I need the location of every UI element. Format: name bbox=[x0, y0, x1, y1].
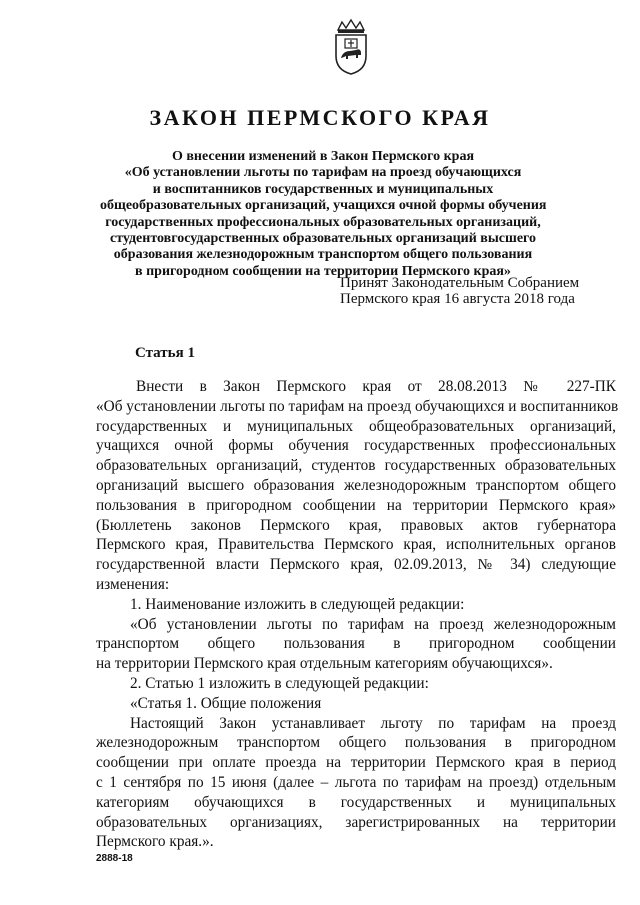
subtitle-line: образования железнодорожным транспортом общего пользования bbox=[113, 247, 533, 263]
body-line: образовательных организациях, зарегистрированных на территории bbox=[96, 813, 616, 831]
law-title: ЗАКОН ПЕРМСКОГО КРАЯ bbox=[149, 105, 491, 130]
adoption-note bbox=[340, 275, 600, 307]
subtitle-line: студентовгосударственных образовательных организаций высшего bbox=[109, 231, 537, 247]
subtitle-line: и воспитанников государственных и муниципальных bbox=[152, 181, 494, 197]
body-line: государственных и муниципальных общеобразовательных организаций, bbox=[96, 417, 616, 435]
body-line: «Статья 1. Общие положения bbox=[130, 694, 322, 712]
body-line: 2. Статью 1 изложить в следующей редакции: bbox=[130, 674, 429, 692]
body-line: с 1 сентября по 15 июня (далее – льгота по тарифам на проезд) отдельным bbox=[96, 773, 616, 791]
subtitle-line: общеобразовательных организаций, учащихся очной формы обучения bbox=[100, 198, 547, 214]
body-line: Пермского края.». bbox=[96, 833, 214, 851]
subtitle-line: в пригородном сообщении на территории Пермского края» bbox=[135, 263, 511, 279]
body-line: пользования в пригородном сообщении на территории Пермского края» bbox=[96, 496, 616, 514]
body-line: категориям обучающихся в государственных и муниципальных bbox=[96, 793, 616, 811]
subtitle-line: государственных профессиональных образовательных организаций, bbox=[105, 214, 541, 230]
body-line: образовательных организаций, студентов государственных образовательных bbox=[96, 457, 616, 475]
body-line: Настоящий Закон устанавливает льготу по тарифам на проезд bbox=[130, 714, 616, 732]
body-line: государственной власти Пермского края, 02.09.2013, № 34) следующие bbox=[96, 556, 616, 574]
law-subtitle bbox=[100, 149, 546, 280]
body-line: железнодорожным транспортом общего пользования в пригородном bbox=[96, 734, 616, 752]
coat-of-arms-icon bbox=[326, 18, 376, 76]
body-line: 1. Наименование изложить в следующей редакции: bbox=[130, 595, 465, 613]
body-line: «Об установлении льготы по тарифам на проезд обучающихся и воспитанников bbox=[96, 397, 619, 415]
body-line: изменения: bbox=[96, 575, 170, 593]
body-line: учащихся очной формы обучения государственных профессиональных bbox=[96, 437, 616, 455]
adoption-line: Пермского края 16 августа 2018 года bbox=[340, 291, 575, 307]
body-line: Внести в Закон Пермского края от 28.08.2013 № 227-ПК bbox=[136, 378, 616, 395]
body-line: (Бюллетень законов Пермского края, правовых актов губернатора bbox=[96, 516, 616, 534]
body-line: сообщении при оплате проезда на территории Пермского края в период bbox=[96, 754, 616, 772]
subtitle-line: «Об установлении льготы по тарифам на проезд обучающихся bbox=[124, 165, 522, 181]
body-line: Пермского края, Правительства Пермского края, исполнительных органов bbox=[96, 536, 616, 554]
adoption-line: Принят Законодательным Собранием bbox=[340, 275, 580, 291]
article-heading: Статья 1 bbox=[135, 345, 195, 361]
body-line: транспортом общего пользования в пригородном сообщении bbox=[96, 635, 616, 653]
subtitle-line: О внесении изменений в Закон Пермского края bbox=[171, 149, 475, 164]
body-line: «Об установлении льготы по тарифам на проезд железнодорожным bbox=[130, 615, 616, 633]
body-line: организаций высшего образования железнодорожным транспортом общего bbox=[96, 476, 616, 494]
body-line: на территории Пермского края отдельным категориям обучающихся». bbox=[96, 655, 553, 673]
document-code: 2888-18 bbox=[96, 853, 133, 864]
article-body bbox=[96, 377, 619, 852]
